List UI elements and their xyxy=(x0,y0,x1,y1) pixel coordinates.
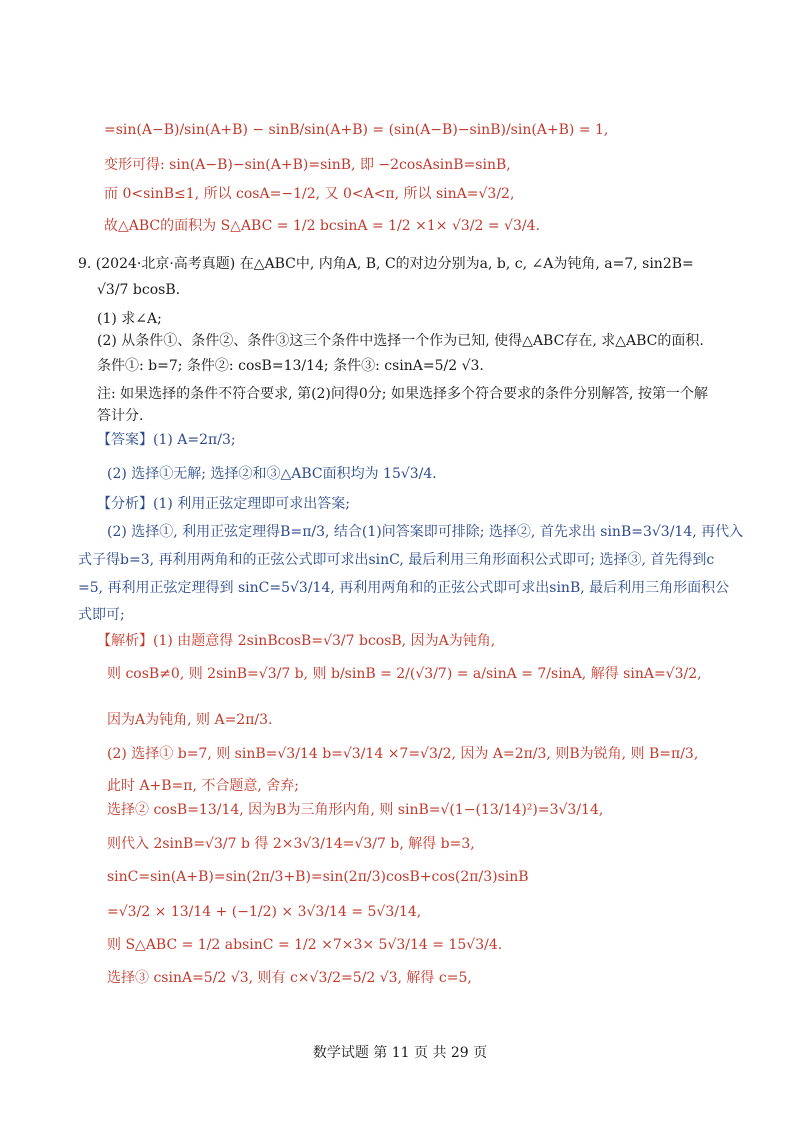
solution-line-11: 选择③ csinA=5/2 √3, 则有 c×√3/2=5/2 √3, 解得 c=5, xyxy=(107,970,472,986)
line-3: 而 0<sinB≤1, 所以 cosA=−1/2, 又 0<A<π, 所以 sinA=√3/2, xyxy=(104,186,515,202)
solution-line-3: 因为A为钝角, 则 A=2π/3. xyxy=(107,712,273,728)
page-footer: 数学试题 第 11 页 共 29 页 xyxy=(312,1045,488,1061)
solution-line-10: 则 S△ABC = 1/2 absinC = 1/2 ×7×3× 5√3/14 = 15√3/4. xyxy=(107,937,503,953)
analysis-line-5: 式即可; xyxy=(78,607,125,623)
solution-line-4: (2) 选择① b=7, 则 sinB=√3/14 b=√3/14 ×7=√3/2, 因为 A=2π/3, 则B为锐角, 则 B=π/3, xyxy=(107,746,699,762)
question-9-stem: 9. (2024·北京·高考真题) 在△ABC中, 内角A, B, C的对边分别为a, b, c, ∠A为钝角, a=7, sin2B= xyxy=(78,256,694,272)
line-2: 变形可得: sin(A−B)−sin(A+B)=sinB, 即 −2cosAsinB=sinB, xyxy=(104,157,511,173)
line-7: (1) 求∠A; xyxy=(97,311,162,327)
answer-line-2: (2) 选择①无解; 选择②和③△ABC面积均为 15√3/4. xyxy=(107,466,437,482)
solution-line-6: 选择② cosB=13/14, 因为B为三角形内角, 则 sinB=√(1−(13/14)²)=3√3/14, xyxy=(107,802,604,818)
solution-line-7: 则代入 2sinB=√3/7 b 得 2×3√3/14=√3/7 b, 解得 b=3, xyxy=(107,836,475,852)
line-1: =sin(A−B)/sin(A+B) − sinB/sin(A+B) = (sin(A−B)−sinB)/sin(A+B) = 1, xyxy=(104,122,609,138)
solution-line-1: 【解析】(1) 由题意得 2sinBcosB=√3/7 bcosB, 因为A为钝角, xyxy=(97,633,496,649)
analysis-line-3: 式子得b=3, 再利用两角和的正弦公式即可求出sinC, 最后利用三角形面积公式即可; 选择③, 首先得到c xyxy=(78,552,715,568)
analysis-line-4: =5, 再利用正弦定理得到 sinC=5√3/14, 再利用两角和的正弦公式即可求出sinB, 最后利用三角形面积公 xyxy=(78,580,730,596)
line-6: √3/7 bcosB. xyxy=(97,282,181,298)
answer-line-1: 【答案】(1) A=2π/3; xyxy=(97,432,236,448)
solution-line-5: 此时 A+B=π, 不合题意, 舍弃; xyxy=(107,778,300,794)
line-10: 注: 如果选择的条件不符合要求, 第(2)问得0分; 如果选择多个符合要求的条件分别解答, 按第一个解 xyxy=(97,386,708,402)
line-4: 故△ABC的面积为 S△ABC = 1/2 bcsinA = 1/2 ×1× √3/2 = √3/4. xyxy=(104,218,540,234)
line-11: 答计分. xyxy=(97,408,144,424)
solution-line-2: 则 cosB≠0, 则 2sinB=√3/7 b, 则 b/sinB = 2/(√3/7) = a/sinA = 7/sinA, 解得 sinA=√3/2, xyxy=(107,666,702,682)
analysis-line-2: (2) 选择①, 利用正弦定理得B=π/3, 结合(1)问答案即可排除; 选择②, 首先求出 sinB=3√3/14, 再代入 xyxy=(107,524,744,540)
analysis-line-1: 【分析】(1) 利用正弦定理即可求出答案; xyxy=(97,496,350,512)
line-9: 条件①: b=7; 条件②: cosB=13/14; 条件③: csinA=5/2 √3. xyxy=(97,358,484,374)
line-8: (2) 从条件①、条件②、条件③这三个条件中选择一个作为已知, 使得△ABC存在, 求△ABC的面积. xyxy=(97,333,704,349)
solution-line-8: sinC=sin(A+B)=sin(2π/3+B)=sin(2π/3)cosB+cos(2π/3)sinB xyxy=(107,869,529,885)
solution-line-9: =√3/2 × 13/14 + (−1/2) × 3√3/14 = 5√3/14, xyxy=(107,904,422,920)
